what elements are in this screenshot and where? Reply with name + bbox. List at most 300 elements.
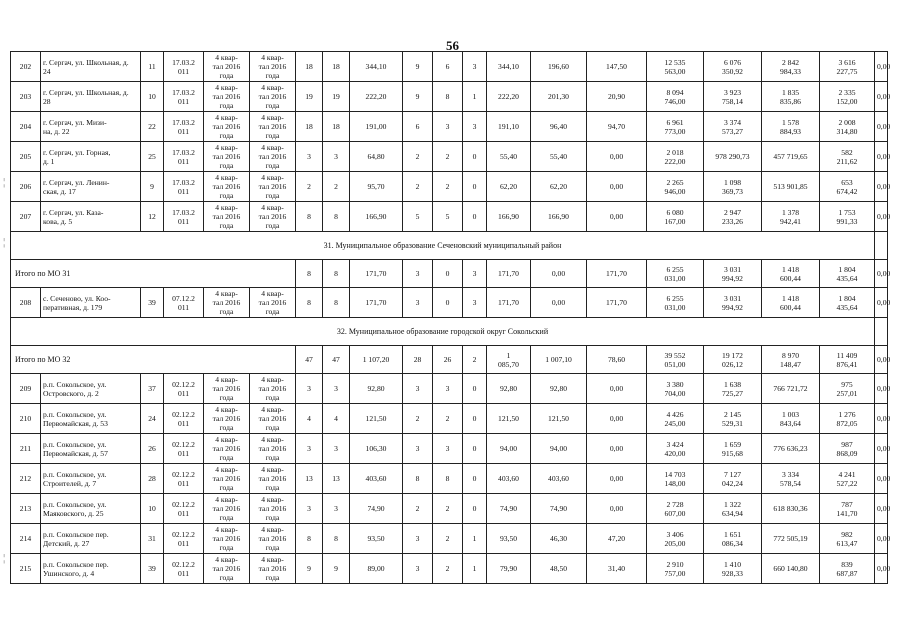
table-cell: 171,70 (587, 288, 647, 318)
table-cell: 8 (323, 524, 350, 554)
table-cell: 17.03.2 011 (164, 52, 204, 82)
table-cell: 17.03.2 011 (164, 82, 204, 112)
table-cell: 93,50 (487, 524, 531, 554)
table-cell: 3 (433, 434, 463, 464)
table-cell: 1 085,70 (487, 346, 531, 374)
row-number: 202 (11, 52, 41, 82)
table-cell: 74,90 (487, 494, 531, 524)
table-cell: 0,00 (587, 434, 647, 464)
row-number: 210 (11, 404, 41, 434)
table-row (11, 288, 888, 318)
table-cell: 2 (433, 494, 463, 524)
table-cell: 0 (463, 434, 487, 464)
table-cell: 3 380 704,00 (647, 374, 704, 404)
table-cell: 1 418 600,44 (762, 288, 820, 318)
table-cell: 4 квар- тал 2016 года (250, 464, 296, 494)
table-cell: 1 410 928,33 (704, 554, 762, 584)
table-cell: 1 753 991,33 (820, 202, 875, 232)
table-cell: 13 (296, 464, 323, 494)
table-cell: 975 257,01 (820, 374, 875, 404)
section-title: 32. Муниципальное образование городской округ Сокольский (11, 318, 875, 346)
table-cell: 0 (463, 494, 487, 524)
table-cell: 3 (323, 374, 350, 404)
table-cell: 25 (141, 142, 164, 172)
table-cell: 9 (296, 554, 323, 584)
table-cell: 344,10 (350, 52, 403, 82)
table-cell: 2 (433, 172, 463, 202)
table-cell: 3 031 994,92 (704, 288, 762, 318)
table-cell: 4 квар- тал 2016 года (250, 172, 296, 202)
table-cell: 12 535 563,00 (647, 52, 704, 82)
table-row (11, 112, 888, 142)
table-cell: 13 (323, 464, 350, 494)
table-cell: 19 172 026,12 (704, 346, 762, 374)
address-cell: р.п. Сокольское, ул. Маяковского, д. 25 (41, 494, 141, 524)
table-cell: 0 (433, 260, 463, 288)
table-cell: 3 (403, 374, 433, 404)
table-cell: 9 (323, 554, 350, 584)
table-cell: 2 728 607,00 (647, 494, 704, 524)
table-cell: 121,50 (350, 404, 403, 434)
address-cell: г. Сергач, ул. Ленин- ская, д. 17 (41, 172, 141, 202)
table-cell: 166,90 (531, 202, 587, 232)
table-cell: 171,70 (587, 260, 647, 288)
table-cell: 147,50 (587, 52, 647, 82)
table-cell: 4 квар- тал 2016 года (204, 434, 250, 464)
table-cell: 776 636,23 (762, 434, 820, 464)
table-cell: 3 (403, 260, 433, 288)
table-row (11, 554, 888, 584)
table-cell: 4 квар- тал 2016 года (250, 494, 296, 524)
table-cell: 0,00 (875, 346, 888, 374)
section-title: 31. Муниципальное образование Сеченовский муниципальный район (11, 232, 875, 260)
table-cell: 0,00 (587, 172, 647, 202)
total-label: Итого по МО 31 (11, 260, 296, 288)
table-cell: 9 (403, 82, 433, 112)
table-row (11, 464, 888, 494)
table-cell: 47,20 (587, 524, 647, 554)
table-cell: 3 (463, 112, 487, 142)
table-cell: 166,90 (487, 202, 531, 232)
table-cell: 0,00 (875, 434, 888, 464)
table-cell: 3 (433, 374, 463, 404)
table-cell: 4 квар- тал 2016 года (250, 434, 296, 464)
address-cell: г. Сергач, ул. Школьная, д. 24 (41, 52, 141, 82)
table-cell: 1 (463, 82, 487, 112)
table-row (11, 524, 888, 554)
table-cell: 0,00 (587, 404, 647, 434)
table-cell: 2 018 222,00 (647, 142, 704, 172)
table-cell: 0,00 (587, 464, 647, 494)
table-cell: 92,80 (487, 374, 531, 404)
table-cell: 20,90 (587, 82, 647, 112)
table-cell: 12 (141, 202, 164, 232)
address-cell: р.п. Сокольское пер. Детский, д. 27 (41, 524, 141, 554)
table-cell: 660 140,80 (762, 554, 820, 584)
table-cell: 6 961 773,00 (647, 112, 704, 142)
table-cell: 02.12.2 011 (164, 494, 204, 524)
row-number: 204 (11, 112, 41, 142)
table-cell: 618 830,36 (762, 494, 820, 524)
table-cell: 6 (403, 112, 433, 142)
table-cell: 28 (403, 346, 433, 374)
row-number: 208 (11, 288, 41, 318)
table-cell: 3 (403, 434, 433, 464)
table-cell: 6 076 350,92 (704, 52, 762, 82)
table-cell: 39 (141, 288, 164, 318)
table-cell: 26 (141, 434, 164, 464)
table-cell: 28 (141, 464, 164, 494)
table-cell: 2 008 314,80 (820, 112, 875, 142)
table-cell: 2 (296, 172, 323, 202)
table-cell: 1 003 843,64 (762, 404, 820, 434)
table-cell: 2 (433, 524, 463, 554)
row-number: 215 (11, 554, 41, 584)
table-cell: 4 квар- тал 2016 года (204, 494, 250, 524)
crop-mark: ¦ (3, 236, 6, 248)
row-number: 205 (11, 142, 41, 172)
table-cell: 02.12.2 011 (164, 374, 204, 404)
table-cell: 4 квар- тал 2016 года (250, 52, 296, 82)
table-cell: 3 406 205,00 (647, 524, 704, 554)
table-cell: 4 квар- тал 2016 года (204, 374, 250, 404)
table-cell: 7 127 042,24 (704, 464, 762, 494)
table-cell: 2 (323, 172, 350, 202)
table-cell: 48,50 (531, 554, 587, 584)
address-cell: р.п. Сокольское, ул. Строителей, д. 7 (41, 464, 141, 494)
table-cell: 978 290,73 (704, 142, 762, 172)
row-number: 206 (11, 172, 41, 202)
table-cell: 4 квар- тал 2016 года (204, 524, 250, 554)
table-cell: 18 (323, 52, 350, 82)
table-cell: 89,00 (350, 554, 403, 584)
table-cell: 191,00 (350, 112, 403, 142)
table-cell: 166,90 (350, 202, 403, 232)
table-cell: 4 квар- тал 2016 года (204, 404, 250, 434)
row-number: 203 (11, 82, 41, 112)
table-cell: 2 (433, 142, 463, 172)
table-cell: 31,40 (587, 554, 647, 584)
table-cell: 4 квар- тал 2016 года (250, 554, 296, 584)
row-number: 211 (11, 434, 41, 464)
table-cell: 2 (403, 404, 433, 434)
total-label: Итого по МО 32 (11, 346, 296, 374)
address-cell: г. Сергач, ул. Каза- кова, д. 5 (41, 202, 141, 232)
table-cell: 2 910 757,00 (647, 554, 704, 584)
table-cell: 4 квар- тал 2016 года (204, 288, 250, 318)
table-cell: 201,30 (531, 82, 587, 112)
table-cell: 1 651 086,34 (704, 524, 762, 554)
table-cell: 19 (296, 82, 323, 112)
table-cell: 2 (403, 494, 433, 524)
table-cell: 0 (433, 288, 463, 318)
table-cell: 26 (433, 346, 463, 374)
registry-table-body (11, 52, 891, 584)
table-cell: 9 (403, 52, 433, 82)
table-cell: 02.12.2 011 (164, 464, 204, 494)
table-cell: 55,40 (487, 142, 531, 172)
table-cell: 513 901,85 (762, 172, 820, 202)
table-cell: 62,20 (531, 172, 587, 202)
address-cell: р.п. Сокольское, ул. Первомайская, д. 53 (41, 404, 141, 434)
table-cell: 3 (403, 288, 433, 318)
table-cell: 3 374 573,27 (704, 112, 762, 142)
table-cell: 8 (296, 288, 323, 318)
table-cell: 171,70 (487, 260, 531, 288)
table-row (11, 142, 888, 172)
table-cell: 787 141,70 (820, 494, 875, 524)
table-cell: 2 947 233,26 (704, 202, 762, 232)
table-cell: 171,70 (487, 288, 531, 318)
table-cell: 4 квар- тал 2016 года (204, 112, 250, 142)
row-number: 213 (11, 494, 41, 524)
table-cell: 3 923 758,14 (704, 82, 762, 112)
row-number: 209 (11, 374, 41, 404)
table-cell: 2 145 529,31 (704, 404, 762, 434)
row-number: 207 (11, 202, 41, 232)
table-cell: 0,00 (875, 202, 888, 232)
table-cell: 0,00 (875, 524, 888, 554)
table-cell: 6 080 167,00 (647, 202, 704, 232)
table-cell: 0,00 (875, 260, 888, 288)
table-cell: 24 (141, 404, 164, 434)
table-cell: 8 (296, 524, 323, 554)
table-cell: 5 (403, 202, 433, 232)
table-cell: 4 квар- тал 2016 года (250, 404, 296, 434)
table-cell: 2 (403, 142, 433, 172)
table-cell: 94,70 (587, 112, 647, 142)
table-cell: 19 (323, 82, 350, 112)
table-cell: 39 552 051,00 (647, 346, 704, 374)
total-row (11, 260, 888, 288)
table-row (11, 202, 888, 232)
table-cell: 1 804 435,64 (820, 260, 875, 288)
table-cell: 0,00 (875, 52, 888, 82)
table-cell: 74,90 (350, 494, 403, 524)
table-cell: 17.03.2 011 (164, 112, 204, 142)
table-cell: 772 505,19 (762, 524, 820, 554)
table-cell: 0 (463, 142, 487, 172)
table-cell: 17.03.2 011 (164, 202, 204, 232)
table-cell: 171,70 (350, 288, 403, 318)
table-cell: 839 687,87 (820, 554, 875, 584)
table-cell: 93,50 (350, 524, 403, 554)
table-cell: 10 (141, 494, 164, 524)
table-cell: 0,00 (531, 288, 587, 318)
table-cell: 106,30 (350, 434, 403, 464)
table-cell: 0,00 (875, 554, 888, 584)
table-cell: 3 616 227,75 (820, 52, 875, 82)
table-cell: 8 (296, 260, 323, 288)
table-cell: 8 094 746,00 (647, 82, 704, 112)
table-cell: 74,90 (531, 494, 587, 524)
table-cell: 4 квар- тал 2016 года (204, 142, 250, 172)
table-cell: 4 квар- тал 2016 года (204, 554, 250, 584)
table-cell: 1 098 369,73 (704, 172, 762, 202)
table-cell: 982 613,47 (820, 524, 875, 554)
table-cell: 0,00 (531, 260, 587, 288)
table-cell: 02.12.2 011 (164, 524, 204, 554)
table-cell: 8 (433, 464, 463, 494)
table-cell: 11 (141, 52, 164, 82)
table-cell: 403,60 (531, 464, 587, 494)
table-cell: 1 007,10 (531, 346, 587, 374)
table-cell: 64,80 (350, 142, 403, 172)
table-cell: 171,70 (350, 260, 403, 288)
table-cell: 0 (463, 202, 487, 232)
table-cell: 4 квар- тал 2016 года (204, 202, 250, 232)
table-cell: 0,00 (875, 404, 888, 434)
table-cell: 4 квар- тал 2016 года (204, 464, 250, 494)
table-cell: 4 (323, 404, 350, 434)
table-row (11, 404, 888, 434)
table-cell: 8 970 148,47 (762, 346, 820, 374)
table-cell: 3 (296, 374, 323, 404)
table-cell: 8 (296, 202, 323, 232)
table-cell: 4 квар- тал 2016 года (250, 524, 296, 554)
table-cell: 1 (463, 524, 487, 554)
crop-mark: ¦ (3, 176, 6, 188)
table-cell: 0,00 (587, 494, 647, 524)
table-cell: 0,00 (875, 172, 888, 202)
address-cell: р.п. Сокольское, ул. Островского, д. 2 (41, 374, 141, 404)
table-cell: 9 (141, 172, 164, 202)
table-cell: 3 (296, 434, 323, 464)
table-cell: 344,10 (487, 52, 531, 82)
table-cell: 22 (141, 112, 164, 142)
table-cell: 3 (433, 112, 463, 142)
table-cell: 3 (463, 52, 487, 82)
table-cell: 4 квар- тал 2016 года (250, 202, 296, 232)
address-cell: г. Сергач, ул. Мизи- на, д. 22 (41, 112, 141, 142)
table-cell: 0,00 (875, 464, 888, 494)
table-cell: 121,50 (487, 404, 531, 434)
table-cell: 582 211,62 (820, 142, 875, 172)
total-row (11, 346, 888, 374)
table-cell: 1 835 835,86 (762, 82, 820, 112)
table-cell: 78,60 (587, 346, 647, 374)
table-row (11, 82, 888, 112)
table-cell: 94,00 (531, 434, 587, 464)
row-number: 214 (11, 524, 41, 554)
table-cell: 222,20 (350, 82, 403, 112)
table-cell: 1 107,20 (350, 346, 403, 374)
table-cell: 92,80 (350, 374, 403, 404)
section-header-row (11, 318, 888, 346)
table-cell: 55,40 (531, 142, 587, 172)
table-cell: 0,00 (587, 374, 647, 404)
table-cell: 3 424 420,00 (647, 434, 704, 464)
table-cell: 4 квар- тал 2016 года (250, 142, 296, 172)
table-cell: 5 (433, 202, 463, 232)
table-cell: 4 квар- тал 2016 года (204, 52, 250, 82)
table-row (11, 172, 888, 202)
table-cell: 31 (141, 524, 164, 554)
table-cell: 62,20 (487, 172, 531, 202)
table-cell: 92,80 (531, 374, 587, 404)
table-cell: 196,60 (531, 52, 587, 82)
table-cell: 3 (463, 288, 487, 318)
table-cell: 39 (141, 554, 164, 584)
table-cell: 4 квар- тал 2016 года (250, 82, 296, 112)
table-cell: 4 квар- тал 2016 года (250, 112, 296, 142)
table-cell: 18 (296, 52, 323, 82)
table-cell: 766 721,72 (762, 374, 820, 404)
table-cell: 191,10 (487, 112, 531, 142)
table-cell: 2 (463, 346, 487, 374)
table-cell: 403,60 (350, 464, 403, 494)
table-row (11, 374, 888, 404)
table-cell: 47 (323, 346, 350, 374)
table-cell: 1 578 884,93 (762, 112, 820, 142)
table-cell: 1 378 942,41 (762, 202, 820, 232)
table-cell: 457 719,65 (762, 142, 820, 172)
table-cell: 222,20 (487, 82, 531, 112)
table-cell: 0 (463, 464, 487, 494)
address-cell: г. Сергач, ул. Школьная, д. 28 (41, 82, 141, 112)
table-cell: 2 265 946,00 (647, 172, 704, 202)
table-cell: 8 (323, 202, 350, 232)
row-number: 212 (11, 464, 41, 494)
table-cell: 0,00 (587, 202, 647, 232)
table-cell: 37 (141, 374, 164, 404)
table-cell: 3 031 994,92 (704, 260, 762, 288)
table-cell: 2 842 984,33 (762, 52, 820, 82)
table-cell: 8 (403, 464, 433, 494)
table-cell: 02.12.2 011 (164, 554, 204, 584)
table-cell: 3 (296, 142, 323, 172)
table-cell: 8 (433, 82, 463, 112)
table-row (11, 494, 888, 524)
table-cell: 10 (141, 82, 164, 112)
table-cell: 1 804 435,64 (820, 288, 875, 318)
table-cell: 3 (323, 142, 350, 172)
table-cell: 17.03.2 011 (164, 172, 204, 202)
table-cell: 1 659 915,68 (704, 434, 762, 464)
table-cell: 3 (296, 494, 323, 524)
table-cell: 6 255 031,00 (647, 288, 704, 318)
table-cell: 0,00 (875, 82, 888, 112)
address-cell: г. Сергач, ул. Горная, д. 1 (41, 142, 141, 172)
table-cell: 1 322 634,94 (704, 494, 762, 524)
table-cell: 07.12.2 011 (164, 288, 204, 318)
page-number: 56 (446, 38, 459, 53)
table-cell: 0 (463, 172, 487, 202)
section-header-row (11, 232, 888, 260)
table-cell: 6 255 031,00 (647, 260, 704, 288)
table-cell: 2 (433, 554, 463, 584)
table-row (11, 434, 888, 464)
table-cell: 4 (296, 404, 323, 434)
table-cell: 987 868,09 (820, 434, 875, 464)
table-cell: 3 (403, 554, 433, 584)
table-cell: 0 (463, 374, 487, 404)
table-cell: 4 квар- тал 2016 года (204, 82, 250, 112)
table-cell: 653 674,42 (820, 172, 875, 202)
table-cell: 02.12.2 011 (164, 434, 204, 464)
table-cell: 0,00 (875, 288, 888, 318)
table-cell: 0,00 (875, 494, 888, 524)
table-cell: 4 241 527,22 (820, 464, 875, 494)
table-cell: 4 426 245,00 (647, 404, 704, 434)
crop-mark: ¦ (3, 552, 6, 564)
address-cell: р.п. Сокольское пер. Ушинского, д. 4 (41, 554, 141, 584)
table-cell: 3 (323, 494, 350, 524)
table-cell: 4 квар- тал 2016 года (250, 288, 296, 318)
table-cell: 96,40 (531, 112, 587, 142)
registry-table (10, 51, 891, 584)
table-cell: 8 (323, 260, 350, 288)
